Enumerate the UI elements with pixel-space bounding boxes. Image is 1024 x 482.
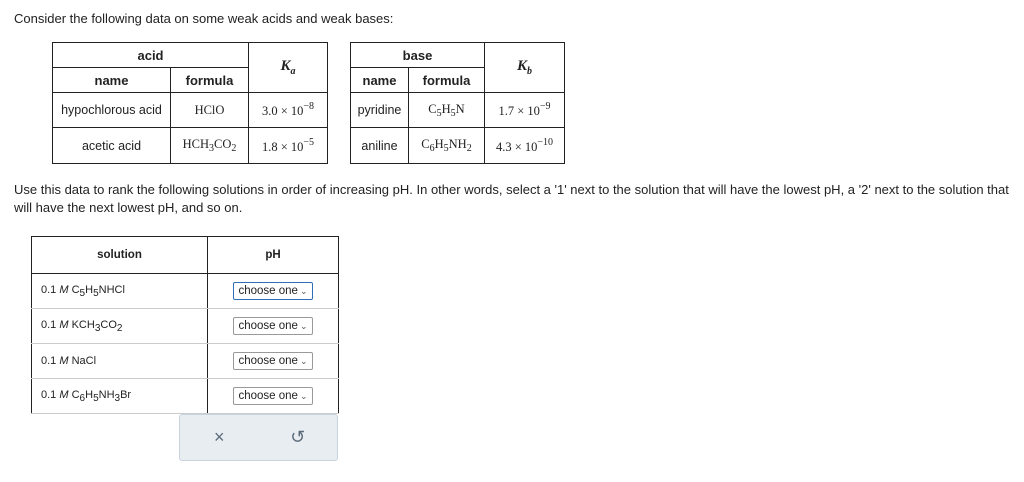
solution-row — [32, 344, 339, 379]
solution-label: 0.1 M $C_5H_5NHCl$ — [32, 274, 208, 309]
solution-row — [32, 379, 339, 414]
ranking-table — [31, 236, 339, 414]
solution-label: 0.1 M $KCH_3CO_2$ — [32, 309, 208, 344]
chevron-down-icon: ⌄ — [299, 286, 308, 296]
acid-name: acetic acid — [53, 128, 171, 164]
base-name-header: name — [351, 68, 409, 93]
base-formula-header: formula — [409, 68, 485, 93]
kb-value: $4.3 \times 10^{-10}$ — [485, 128, 565, 164]
solution-row — [32, 309, 339, 344]
ka-value: $1.8 \times 10^{-5}$ — [249, 128, 328, 164]
acid-group-header: acid — [53, 43, 249, 68]
ph-rank-select[interactable]: choose one ⌄ — [233, 352, 312, 370]
acid-formula-header: formula — [171, 68, 249, 93]
acid-formula: HClO — [171, 93, 249, 128]
base-group-header: base — [351, 43, 485, 68]
instructions-text: Use this data to rank the following solutions in order of increasing pH. In other words, select a '1' next to the solution that will have the lowest pH, a '2' next to the solution that will have the next lowest pH, and so on. — [14, 182, 1009, 215]
chevron-down-icon: ⌄ — [299, 356, 308, 366]
base-data-table — [350, 42, 565, 164]
kb-header: $K_b$ — [485, 43, 565, 93]
base-formula: $C_6H_5NH_2$ — [409, 128, 485, 164]
undo-icon[interactable]: ↺ — [290, 427, 306, 447]
chevron-down-icon: ⌄ — [299, 391, 308, 401]
ph-rank-select[interactable]: choose one ⌄ — [233, 387, 312, 405]
answer-toolbar — [179, 414, 338, 461]
ph-rank-select[interactable]: choose one ⌄ — [233, 317, 312, 335]
ka-header: $K_a$ — [249, 43, 328, 93]
acid-row — [53, 93, 328, 128]
acid-name-header: name — [53, 68, 171, 93]
solution-header: solution — [32, 237, 208, 274]
ka-value: $3.0 \times 10^{-8}$ — [249, 93, 328, 128]
solution-label: 0.1 M $C_6H_5NH_3Br$ — [32, 379, 208, 414]
acid-row — [53, 128, 328, 164]
kb-value: $1.7 \times 10^{-9}$ — [485, 93, 565, 128]
ph-rank-select[interactable]: choose one ⌄ — [233, 282, 312, 300]
acid-formula: $HCH_3CO_2$ — [171, 128, 249, 164]
clear-icon[interactable]: × — [213, 427, 225, 447]
base-formula: $C_5H_5N$ — [409, 93, 485, 128]
solution-row — [32, 274, 339, 309]
base-name: pyridine — [351, 93, 409, 128]
intro-text: Consider the following data on some weak acids and weak bases: — [14, 11, 394, 26]
base-row — [351, 128, 565, 164]
acid-name: hypochlorous acid — [53, 93, 171, 128]
chevron-down-icon: ⌄ — [299, 321, 308, 331]
base-row — [351, 93, 565, 128]
ph-header: pH — [208, 237, 339, 274]
acid-data-table — [52, 42, 328, 164]
base-name: aniline — [351, 128, 409, 164]
solution-label: 0.1 M NaCl — [32, 344, 208, 379]
